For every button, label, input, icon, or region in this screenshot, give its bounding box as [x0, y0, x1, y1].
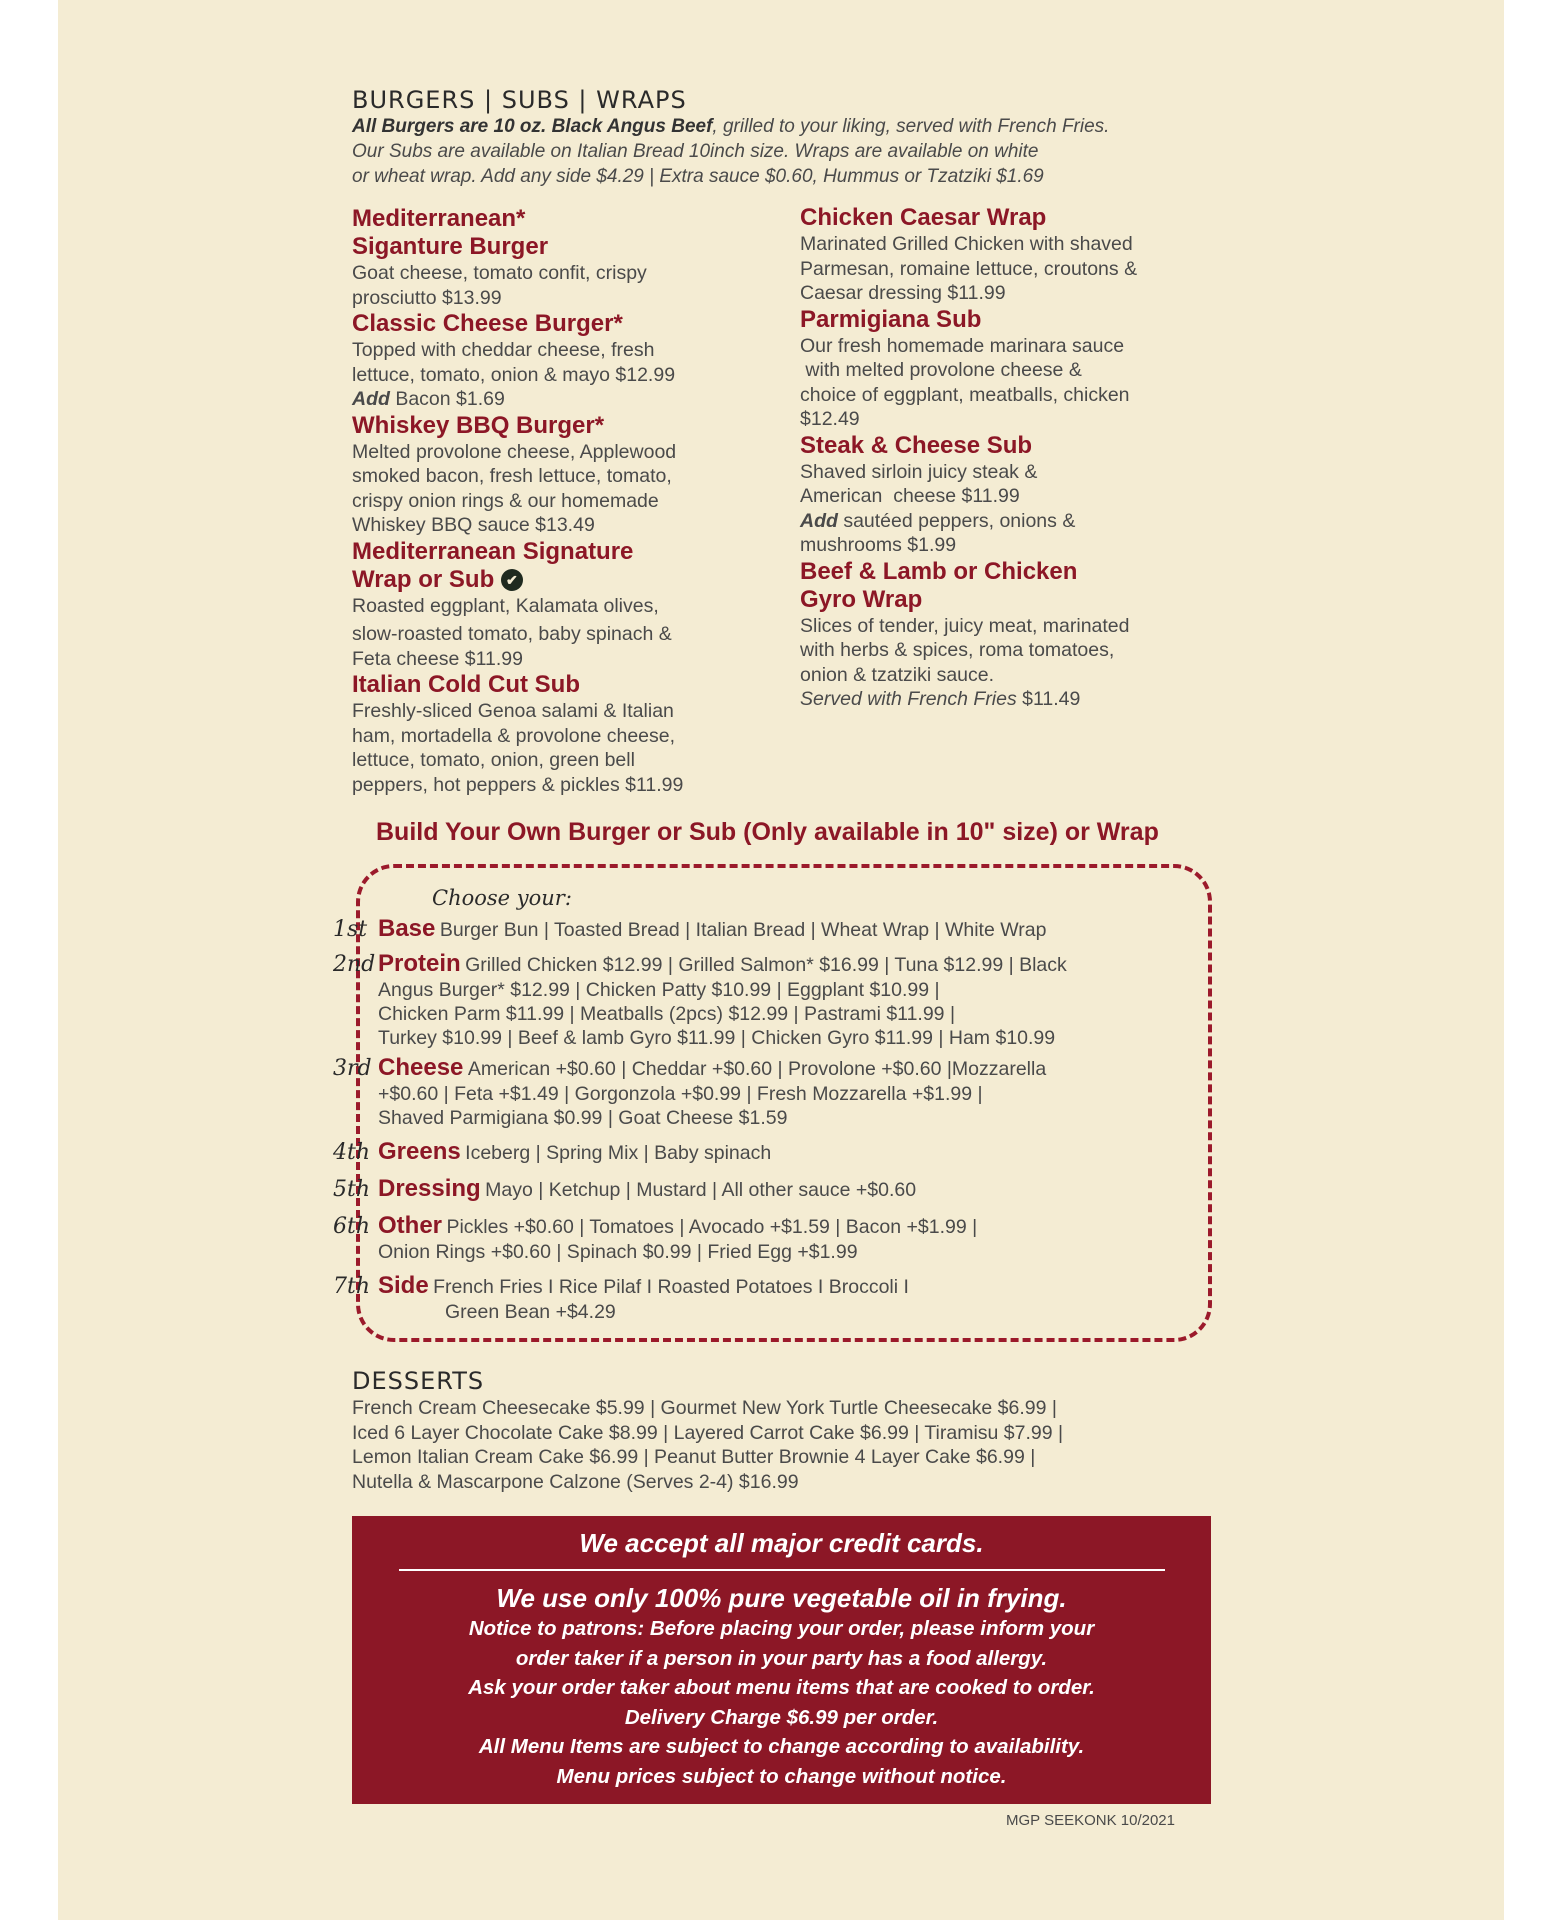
item-name: Mediterranean* [352, 205, 526, 232]
item-name: Wrap or Sub [352, 565, 495, 593]
byo-step-base [333, 915, 1047, 943]
leaf-icon: ✔ [501, 569, 523, 591]
dessert-line: Nutella & Mascarpone Calzone (Serves 2-4) $16.99 [352, 1470, 799, 1493]
item-desc: lettuce, tomato, onion & mayo $12.99 [352, 363, 676, 386]
byo-step-dressing [333, 1175, 917, 1203]
dessert-line: Lemon Italian Cream Cake $6.99 | Peanut Butter Brownie 4 Layer Cake $6.99 | [352, 1446, 1036, 1468]
footer-code: MGP SEEKONK 10/2021 [1006, 1812, 1175, 1829]
menu-item [352, 205, 782, 310]
oil-notice: We use only 100% pure vegetable oil in frying. [496, 1583, 1067, 1613]
step-text: Turkey $10.99 | Beef & lamb Gyro $11.99 | Chicken Gyro $11.99 | Ham $10.99 [378, 1027, 1056, 1049]
step-text: +$0.60 | Feta +$1.49 | Gorgonzola +$0.99 | Fresh Mozzarella +$1.99 | [378, 1083, 983, 1105]
item-desc: slow-roasted tomato, baby spinach & [352, 623, 672, 645]
step-text: Green Bean +$4.29 [445, 1301, 616, 1323]
step-text: American +$0.60 | Cheddar +$0.60 | Provolone +$0.60 |Mozzarella [467, 1058, 1047, 1080]
step-label: Dressing [378, 1175, 481, 1202]
desserts-title: DESSERTS [352, 1367, 485, 1395]
step-label: Base [378, 915, 436, 942]
step-number: 3rd [333, 1056, 372, 1081]
step-label: Other [378, 1212, 443, 1239]
menu-item [800, 432, 1230, 558]
choose-label: Choose your: [432, 886, 572, 910]
add-label: Add [352, 388, 390, 410]
intro-text [352, 114, 1232, 189]
byo-step-greens [333, 1138, 772, 1166]
item-name: Chicken Caesar Wrap [800, 204, 1047, 231]
item-desc: smoked bacon, fresh lettuce, tomato, [352, 465, 672, 487]
item-desc: with herbs & spices, roma tomatoes, [800, 639, 1115, 661]
item-name: Siganture Burger [352, 233, 549, 260]
item-name-row [352, 566, 782, 594]
item-desc: peppers, hot peppers & pickles $11.99 [352, 773, 684, 796]
item-desc: Shaved sirloin juicy steak & [800, 460, 1038, 483]
menu-item [800, 204, 1230, 306]
item-add [800, 509, 1230, 534]
step-text: Mayo | Ketchup | Mustard | All other sauce +$0.60 [485, 1179, 917, 1201]
item-add [352, 387, 782, 412]
menu-item [800, 558, 1230, 712]
item-name: Parmigiana Sub [800, 305, 982, 333]
step-text: Pickles +$0.60 | Tomatoes | Avocado +$1.59 | Bacon +$1.99 | [446, 1216, 978, 1238]
step-text: Angus Burger* $12.99 | Chicken Patty $10.99 | Eggplant $10.99 | [378, 979, 940, 1001]
add-text: Bacon $1.69 [389, 388, 505, 410]
item-served [800, 687, 1230, 712]
menu-item [352, 671, 782, 797]
step-label: Greens [378, 1138, 461, 1165]
item-desc: onion & tzatziki sauce. [800, 663, 995, 686]
item-name: Mediterranean Signature [352, 537, 634, 565]
item-desc: Melted provolone cheese, Applewood [352, 440, 677, 463]
item-desc: Whiskey BBQ sauce $13.49 [352, 514, 595, 536]
item-name: Italian Cold Cut Sub [352, 671, 580, 698]
item-desc: ham, mortadella & provolone cheese, [352, 724, 676, 747]
item-name: Steak & Cheese Sub [800, 431, 1033, 459]
served-label: Served with French Fries [800, 688, 1017, 710]
item-name: Whiskey BBQ Burger* [352, 411, 605, 439]
byo-step-other [333, 1212, 978, 1264]
item-name: Classic Cheese Burger* [352, 310, 623, 337]
item-desc: $12.49 [800, 408, 860, 430]
notice-line: Menu prices subject to change without notice. [556, 1764, 1007, 1788]
notice-line: Delivery Charge $6.99 per order. [624, 1705, 939, 1729]
step-number: 1st [333, 917, 368, 942]
served-price: $11.49 [1016, 688, 1081, 710]
item-desc: Roasted eggplant, Kalamata olives, [352, 594, 659, 617]
byo-step-side [333, 1272, 909, 1324]
item-desc: Topped with cheddar cheese, fresh [352, 339, 655, 361]
item-desc: choice of eggplant, meatballs, chicken [800, 383, 1130, 406]
credit-cards-notice: We accept all major credit cards. [579, 1528, 984, 1558]
step-text: Chicken Parm $11.99 | Meatballs (2pcs) $12.99 | Pastrami $11.99 | [378, 1003, 956, 1025]
step-label: Protein [378, 950, 461, 977]
menu-item [800, 306, 1230, 432]
notice-line: order taker if a person in your party has a food allergy. [515, 1646, 1048, 1670]
step-label: Side [378, 1272, 429, 1299]
item-desc: Marinated Grilled Chicken with shaved [800, 233, 1133, 255]
intro-line2: Our Subs are available on Italian Bread 10inch size. Wraps are available on white [352, 141, 1039, 162]
dessert-line: Iced 6 Layer Chocolate Cake $8.99 | Layered Carrot Cake $6.99 | Tiramisu $7.99 | [352, 1421, 1064, 1444]
item-desc: lettuce, tomato, onion, green bell [352, 749, 635, 771]
notice-box [352, 1516, 1211, 1804]
step-label: Cheese [378, 1054, 464, 1081]
step-text: Grilled Chicken $12.99 | Grilled Salmon* $16.99 | Tuna $12.99 | Black [465, 954, 1067, 976]
step-text: Shaved Parmigiana $0.99 | Goat Cheese $1.59 [378, 1107, 788, 1129]
intro-bold: All Burgers are 10 oz. Black Angus Beef [352, 116, 713, 137]
notice-line: All Menu Items are subject to change according to availability. [478, 1735, 1085, 1758]
step-text: French Fries I Rice Pilaf I Roasted Potatoes I Broccoli I [433, 1276, 909, 1298]
item-desc: mushrooms $1.99 [800, 534, 957, 556]
item-name: Gyro Wrap [800, 585, 923, 613]
notice-line: Notice to patrons: Before placing your order, please inform your [468, 1617, 1095, 1640]
intro-line3: or wheat wrap. Add any side $4.29 | Extra sauce $0.60, Hummus or Tzatziki $1.69 [352, 166, 1044, 187]
item-desc: Feta cheese $11.99 [352, 647, 523, 670]
item-desc: Goat cheese, tomato confit, crispy [352, 262, 647, 284]
menu-item [352, 412, 782, 538]
item-desc: prosciutto $13.99 [352, 286, 502, 309]
item-desc: crispy onion rings & our homemade [352, 489, 659, 512]
right-menu-column [800, 204, 1230, 712]
desserts-list [352, 1396, 1232, 1494]
item-desc: Our fresh homemade marinara sauce [800, 334, 1125, 357]
byo-step-cheese [333, 1054, 1047, 1130]
step-text: Iceberg | Spring Mix | Baby spinach [465, 1142, 772, 1164]
add-text: sautéed peppers, onions & [837, 509, 1076, 532]
item-desc: Freshly-sliced Genoa salami & Italian [352, 700, 674, 722]
section-title: BURGERS | SUBS | WRAPS [352, 86, 687, 114]
add-label: Add [800, 509, 838, 532]
notice-line: Ask your order taker about menu items that are cooked to order. [468, 1676, 1095, 1699]
step-number: 7th [333, 1274, 371, 1299]
item-desc: American cheese $11.99 [800, 485, 1020, 507]
notice-divider [399, 1569, 1165, 1571]
byo-step-protein [333, 950, 1067, 1050]
menu-item [352, 310, 782, 412]
left-menu-column [352, 205, 782, 797]
step-number: 6th [333, 1214, 371, 1239]
dessert-line: French Cream Cheesecake $5.99 | Gourmet New York Turtle Cheesecake $6.99 | [352, 1397, 1057, 1419]
step-number: 4th [333, 1140, 371, 1165]
item-desc: Caesar dressing $11.99 [800, 282, 1006, 304]
step-text: Burger Bun | Toasted Bread | Italian Bread | Wheat Wrap | White Wrap [439, 919, 1047, 941]
item-desc: Slices of tender, juicy meat, marinated [800, 614, 1130, 637]
step-text: Onion Rings +$0.60 | Spinach $0.99 | Fried Egg +$1.99 [378, 1241, 858, 1263]
step-number: 2nd [333, 952, 376, 977]
item-name: Beef & Lamb or Chicken [800, 557, 1078, 585]
item-desc: with melted provolone cheese & [800, 359, 1082, 381]
item-desc: Parmesan, romaine lettuce, croutons & [800, 257, 1138, 280]
menu-item [352, 538, 782, 672]
byo-title: Build Your Own Burger or Sub (Only available in 10" size) or Wrap [376, 818, 1159, 846]
intro-line1: , grilled to your liking, served with French Fries. [712, 116, 1110, 137]
step-number: 5th [333, 1177, 371, 1202]
